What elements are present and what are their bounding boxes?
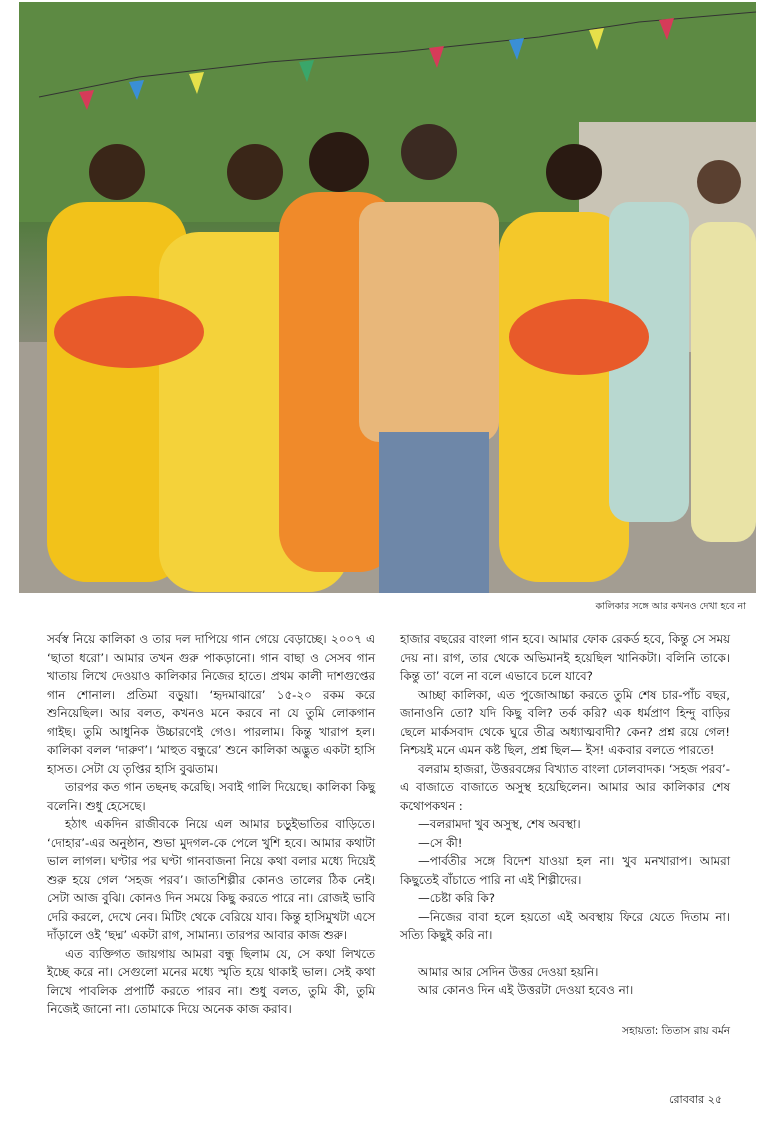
article-column-right xyxy=(400,630,730,1000)
dialogue-line: —নিজের বাবা হলে হয়তো এই অবস্থায় ফিরে যেতে দিতাম না। সত্যি কিছুই করি না। xyxy=(400,909,730,942)
credit-line: সহায়তা: তিতাস রায় বর্মন xyxy=(622,1025,730,1037)
paragraph: আমার আর সেদিন উত্তর দেওয়া হয়নি। xyxy=(418,964,599,979)
paragraph: তারপর কত গান তছনছ করেছি। সবাই গালি দিয়েছে। কালিকা কিছু বলেনি। শুধু হেসেছে। xyxy=(47,780,375,813)
dialogue-line: —বলরামদা খুব অসুস্থ, শেষ অবস্থা। xyxy=(418,817,581,831)
paragraph: সর্বস্ব নিয়ে কালিকা ও তার দল দাপিয়ে গান গেয়ে বেড়াচ্ছে। ২০০৭ এ ‘ছাতা ধরো’। আমার তখন গুরু পাকড়ানো। গান বাছা ও সেসব গান খাতায় লিখে দেওয়াও কালিকার নিজের হাতে। প্রথম কালী দাশগুপ্তের গান শোনাল। প্রতিমা বড়ুয়া। ‘হৃদমাঝারে’ ১৫-২০ রকম করে শুনিয়েছিল। আর বলত, কখনও মনে করবে না যে তুমি লোকগান গাইছ। তুমি আধুনিক উচ্চারণেই গেও। পারলাম। কিন্তু খারাপ হল। কালিকা বলল ‘দারুণ’। ‘মাহুত বন্ধুরে’ শুনে কালিকা অদ্ভুত একটা হাসি হাসত। সেটা যে তৃপ্তির হাসি বুঝতাম। xyxy=(47,632,375,776)
photo xyxy=(19,2,756,593)
spacer xyxy=(400,945,730,963)
paragraph: হাজার বছরের বাংলা গান হবে। আমার ফোক রেকর্ড হবে, কিন্তু সে সময় দেয় না। রাগ, তার থেকে অভিমানই হয়েছিল খানিকটা। বলিনি তাকে। কিন্তু তা’ বলে না বলে এভাবে চলে যাবে? xyxy=(400,632,730,683)
paragraph: আচ্ছা কালিকা, এত পুজোআচ্চা করতে তুমি শেষ চার-পাঁচ বছর, জানাওনি তো? যদি কিছু বলি? তর্ক করি? এক ধর্মপ্রাণ হিন্দু বাড়ির ছেলে মার্কসবাদ থেকে ঘুরে তীব্র অধ্যাত্মবাদী? কেন? প্রশ্ন রয়ে গেল! নিশ্চয়ই মনে এমন কষ্ট ছিল, প্রশ্ন ছিল— ইস! একবার বলতে পারতে! xyxy=(400,687,730,757)
dialogue-line: —পার্বতীর সঙ্গে বিদেশ যাওয়া হল না। খুব মনখারাপ। আমরা কিছুতেই বাঁচাতে পারি না এই শিল্পীদের। xyxy=(400,854,730,887)
paragraph: বলরাম হাজরা, উত্তরবঙ্গের বিখ্যাত বাংলা ঢোলবাদক। ‘সহজ পরব’-এ বাজাতে বাজাতে অসুস্থ হয়েছিলেন। আমার আর কালিকার শেষ কথোপকথন : xyxy=(400,761,730,813)
article-column-left xyxy=(47,630,375,1019)
photo-illustration xyxy=(19,2,756,593)
paragraph: এত ব্যক্তিগত জায়গায় আমরা বন্ধু ছিলাম যে, সে কথা লিখতে ইচ্ছে করে না। সেগুলো মনের মধ্যে স্মৃতি হয়ে থাকাই ভাল। সেই কথা লিখে পাবলিক প্রপার্টি করতে পারব না। শুধু বলত, তুমি কী, তুমি নিজেই জানো না। তোমাকে দিয়ে অনেক কাজ করাব। xyxy=(47,946,375,1016)
dialogue-line: —চেষ্টা করি কি? xyxy=(418,891,495,905)
paragraph: আর কোনও দিন এই উত্তরটা দেওয়া হবেও না। xyxy=(418,983,634,997)
photo-caption: কালিকার সঙ্গে আর কখনও দেখা হবে না xyxy=(595,601,746,612)
page-folio: রোববার ২৫ xyxy=(669,1093,722,1106)
dialogue-line: —সে কী! xyxy=(418,835,463,850)
paragraph: হঠাৎ একদিন রাজীবকে নিয়ে এল আমার চড়ুইভাতির বাড়িতে। ‘দোহার’-এর অনুষ্ঠান, শুভা মুদগল-কে পেলে খুশি হবে। আমার কথাটা ভাল লাগল। ঘণ্টার পর ঘণ্টা গানবাজনা নিয়ে কথা বলার মধ্যে দিয়েই শুরু হয়ে গেল ‘সহজ পরব’। জাতশিল্পীর কোনও তালের ঠিক নেই। সেটা আজ বুঝি। কোনও দিন সময়ে কিছু করতে পারে না। রোজই ভাবি দেরি করলে, দেখে নেব। মিটিং থেকে বেরিয়ে যাব। কিন্তু হাসিমুখটা এসে দাঁড়ালে ওই ‘ছদ্ম’ একটা রাগ, সামান্য। তারপর আবার কাজ শুরু। xyxy=(47,817,375,942)
